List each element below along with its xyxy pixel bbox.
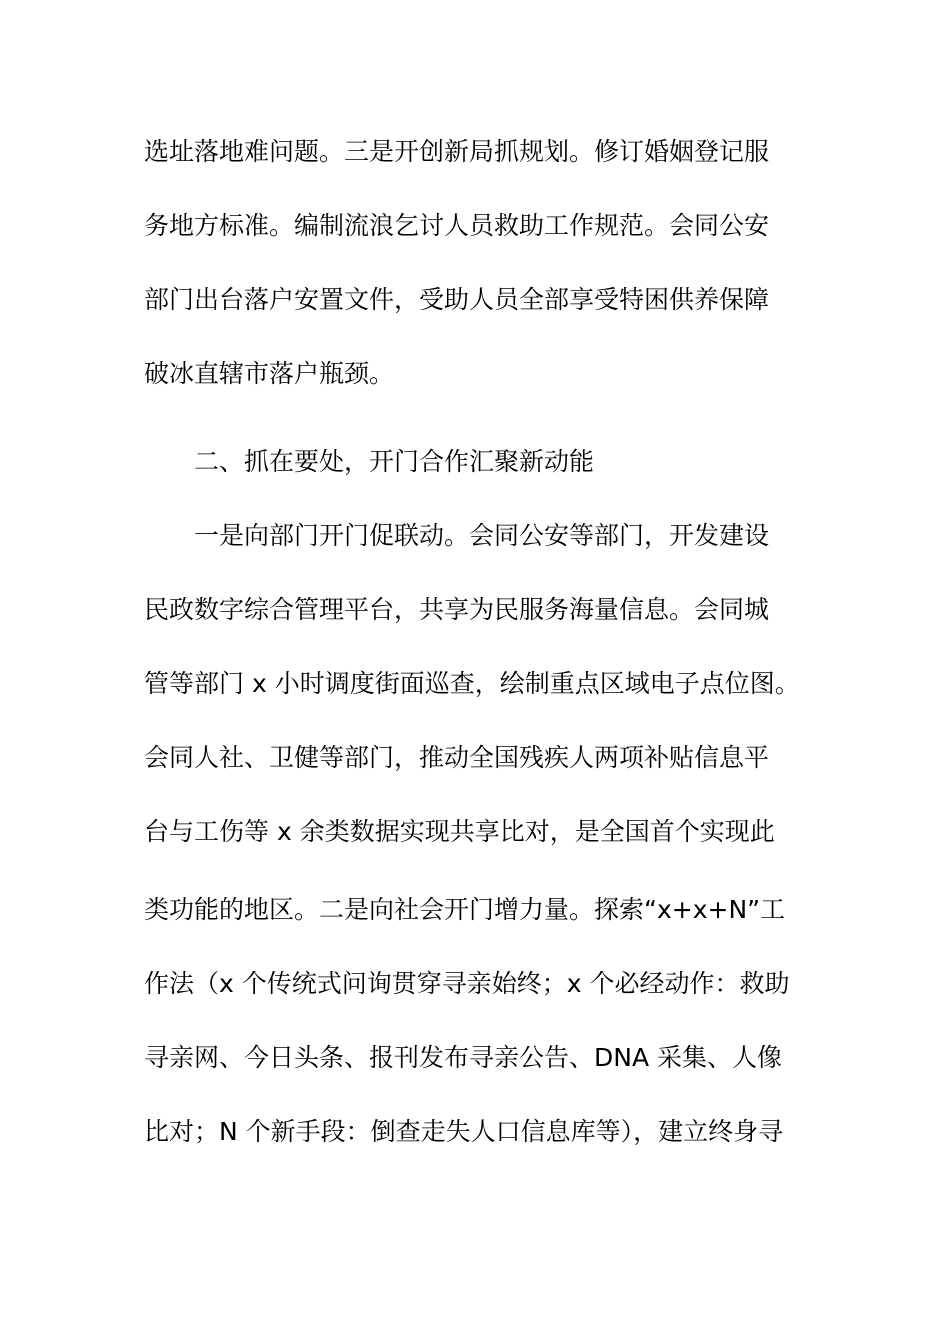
paragraph-line: 务地方标准。编制流浪乞讨人员救助工作规范。会同公安 [144,211,770,240]
paragraph-line: 作法（x 个传统式问询贯穿寻亲始终；x 个必经动作：救助 [144,969,790,998]
paragraph-line: 民政数字综合管理平台，共享为民服务海量信息。会同城 [144,595,770,624]
paragraph-line: 类功能的地区。二是向社会开门增力量。探索“x+x+N”工 [144,895,786,924]
paragraph-line: 部门出台落户安置文件，受助人员全部享受特困供养保障 [144,285,770,314]
paragraph-line: 寻亲网、今日头条、报刊发布寻亲公告、DNA 采集、人像 [144,1043,783,1072]
paragraph-line: 比对；N 个新手段：倒查走失人口信息库等），建立终身寻 [144,1117,784,1146]
paragraph-line: 会同人社、卫健等部门，推动全国残疾人两项补贴信息平 [144,743,770,772]
section-heading: 二、抓在要处，开门合作汇聚新动能 [194,447,595,476]
paragraph-line: 破冰直辖市落户瓶颈。 [144,359,395,388]
paragraph-line: 选址落地难问题。三是开创新局抓规划。修订婚姻登记服 [144,137,770,166]
paragraph-line: 管等部门 x 小时调度街面巡查，绘制重点区域电子点位图。 [144,669,800,698]
paragraph-line: 一是向部门开门促联动。会同公安等部门，开发建设 [194,521,770,550]
paragraph-line: 台与工伤等 x 余类数据实现共享比对，是全国首个实现此 [144,817,775,846]
